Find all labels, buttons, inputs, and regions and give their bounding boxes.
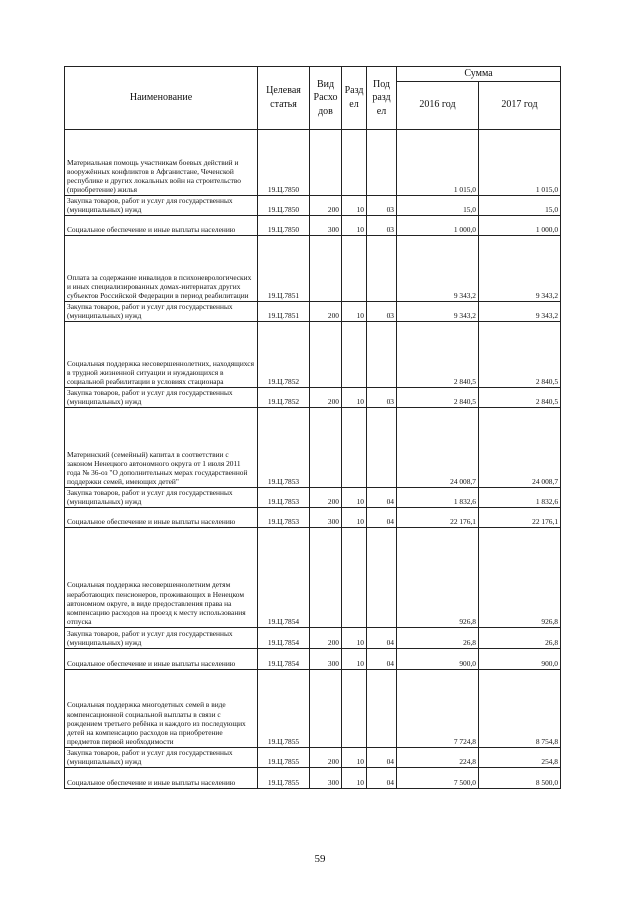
row-subsection: 03 [367, 195, 397, 215]
row-section: 10 [342, 627, 367, 648]
row-amount-2016: 1 000,0 [397, 215, 479, 235]
table-row [65, 301, 561, 321]
table-row [65, 129, 561, 195]
row-name: Социальная поддержка несовершеннолетних, находящихся в трудной жизненной ситуации и нуждающихся в социальной реабилитации в условиях стационара [65, 321, 258, 387]
row-target-article: 19.Ц.7855 [258, 669, 310, 747]
row-name: Социальная поддержка несовершеннолетним детям неработающих пенсионеров, проживающих в Ненецком автономном округе, в виде предоставления права на компенсацию расходов на проезд к месту использования отпуска [65, 527, 258, 627]
row-name: Социальное обеспечение и иные выплаты населению [65, 215, 258, 235]
row-amount-2017: 2 840,5 [479, 321, 561, 387]
row-expense-type: 200 [310, 487, 342, 507]
row-subsection [367, 669, 397, 747]
row-expense-type [310, 407, 342, 487]
row-amount-2017: 9 343,2 [479, 301, 561, 321]
table-row [65, 195, 561, 215]
row-target-article: 19.Ц.7855 [258, 767, 310, 788]
row-name: Закупка товаров, работ и услуг для государственных (муниципальных) нужд [65, 487, 258, 507]
row-section [342, 129, 367, 195]
table-row [65, 507, 561, 527]
row-expense-type: 300 [310, 767, 342, 788]
row-amount-2017: 24 008,7 [479, 407, 561, 487]
row-subsection: 04 [367, 747, 397, 767]
row-amount-2017: 254,8 [479, 747, 561, 767]
row-subsection: 04 [367, 487, 397, 507]
row-section: 10 [342, 767, 367, 788]
row-amount-2016: 926,8 [397, 527, 479, 627]
header-name: Наименование [65, 67, 258, 130]
row-subsection: 04 [367, 648, 397, 669]
header-subsection: Под разд ел [367, 67, 397, 130]
row-expense-type: 200 [310, 627, 342, 648]
table-row [65, 407, 561, 487]
row-target-article: 19.Ц.7851 [258, 235, 310, 301]
row-name: Закупка товаров, работ и услуг для государственных (муниципальных) нужд [65, 627, 258, 648]
table-body [65, 129, 561, 788]
row-expense-type [310, 669, 342, 747]
row-amount-2017: 1 832,6 [479, 487, 561, 507]
row-section: 10 [342, 747, 367, 767]
row-name: Социальное обеспечение и иные выплаты населению [65, 767, 258, 788]
row-amount-2016: 1 015,0 [397, 129, 479, 195]
row-expense-type [310, 321, 342, 387]
row-name: Социальное обеспечение и иные выплаты населению [65, 507, 258, 527]
row-amount-2017: 1 015,0 [479, 129, 561, 195]
row-subsection [367, 235, 397, 301]
row-amount-2017: 8 754,8 [479, 669, 561, 747]
row-section: 10 [342, 648, 367, 669]
row-name: Материальная помощь участникам боевых действий и вооружённых конфликтов в Афганистане, Чеченской республике и других локальных войн на строительство (приобретение) жилья [65, 129, 258, 195]
row-amount-2017: 1 000,0 [479, 215, 561, 235]
row-subsection: 03 [367, 301, 397, 321]
header-section: Разд ел [342, 67, 367, 130]
row-target-article: 19.Ц.7854 [258, 527, 310, 627]
row-expense-type [310, 235, 342, 301]
row-expense-type: 300 [310, 507, 342, 527]
row-amount-2016: 224,8 [397, 747, 479, 767]
table-row [65, 387, 561, 407]
row-expense-type: 300 [310, 648, 342, 669]
table-row [65, 747, 561, 767]
row-amount-2016: 22 176,1 [397, 507, 479, 527]
row-amount-2016: 24 008,7 [397, 407, 479, 487]
row-name: Социальное обеспечение и иные выплаты населению [65, 648, 258, 669]
row-amount-2016: 2 840,5 [397, 321, 479, 387]
row-amount-2016: 9 343,2 [397, 235, 479, 301]
row-name: Закупка товаров, работ и услуг для государственных (муниципальных) нужд [65, 747, 258, 767]
header-2017: 2017 год [479, 81, 561, 129]
row-amount-2016: 26,8 [397, 627, 479, 648]
row-section: 10 [342, 507, 367, 527]
row-target-article: 19.Ц.7850 [258, 195, 310, 215]
row-amount-2017: 900,0 [479, 648, 561, 669]
row-amount-2017: 8 500,0 [479, 767, 561, 788]
row-amount-2016: 1 832,6 [397, 487, 479, 507]
row-amount-2016: 7 724,8 [397, 669, 479, 747]
row-amount-2017: 926,8 [479, 527, 561, 627]
row-amount-2017: 26,8 [479, 627, 561, 648]
row-section [342, 527, 367, 627]
row-section [342, 235, 367, 301]
row-target-article: 19.Ц.7854 [258, 627, 310, 648]
table-row [65, 487, 561, 507]
row-target-article: 19.Ц.7853 [258, 407, 310, 487]
row-amount-2016: 15,0 [397, 195, 479, 215]
row-amount-2016: 9 343,2 [397, 301, 479, 321]
row-subsection: 04 [367, 507, 397, 527]
row-amount-2016: 2 840,5 [397, 387, 479, 407]
header-2016: 2016 год [397, 81, 479, 129]
row-section: 10 [342, 301, 367, 321]
table-row [65, 669, 561, 747]
row-amount-2017: 15,0 [479, 195, 561, 215]
row-name: Социальная поддержка многодетных семей в виде компенсационной социальной выплаты в связи с рождением третьего ребёнка и каждого из последующих детей на компенсацию расходов на приобретение предметов первой необходимости [65, 669, 258, 747]
row-amount-2017: 9 343,2 [479, 235, 561, 301]
header-target-article: Целевая статья [258, 67, 310, 130]
table-row [65, 527, 561, 627]
row-name: Оплата за содержание инвалидов в психоневрологических и иных специализированных домах-интернатах других субъектов Российской Федерации в период реабилитации [65, 235, 258, 301]
row-expense-type: 300 [310, 215, 342, 235]
row-section: 10 [342, 387, 367, 407]
row-amount-2016: 900,0 [397, 648, 479, 669]
row-section [342, 669, 367, 747]
row-subsection: 03 [367, 215, 397, 235]
table-row [65, 648, 561, 669]
row-section: 10 [342, 195, 367, 215]
row-target-article: 19.Ц.7853 [258, 487, 310, 507]
row-amount-2017: 2 840,5 [479, 387, 561, 407]
row-section [342, 321, 367, 387]
row-name: Материнский (семейный) капитал в соответствии с законом Ненецкого автономного округа от 1 июля 2011 года № 36-оз "О дополнительных мерах государственной поддержки семей, имеющих детей" [65, 407, 258, 487]
row-expense-type: 200 [310, 387, 342, 407]
row-target-article: 19.Ц.7852 [258, 321, 310, 387]
table-row [65, 627, 561, 648]
row-name: Закупка товаров, работ и услуг для государственных (муниципальных) нужд [65, 301, 258, 321]
header-sum: Сумма [397, 67, 561, 82]
table-row [65, 215, 561, 235]
row-target-article: 19.Ц.7853 [258, 507, 310, 527]
row-target-article: 19.Ц.7850 [258, 215, 310, 235]
row-target-article: 19.Ц.7850 [258, 129, 310, 195]
header-expense-type: Вид Расхо дов [310, 67, 342, 130]
row-expense-type [310, 527, 342, 627]
budget-table [64, 66, 561, 789]
row-expense-type: 200 [310, 195, 342, 215]
row-subsection [367, 407, 397, 487]
row-subsection: 03 [367, 387, 397, 407]
row-section: 10 [342, 487, 367, 507]
row-name: Закупка товаров, работ и услуг для государственных (муниципальных) нужд [65, 195, 258, 215]
row-amount-2017: 22 176,1 [479, 507, 561, 527]
page-number: 59 [314, 853, 326, 865]
row-subsection: 04 [367, 767, 397, 788]
row-target-article: 19.Ц.7855 [258, 747, 310, 767]
row-subsection [367, 527, 397, 627]
row-expense-type [310, 129, 342, 195]
row-target-article: 19.Ц.7851 [258, 301, 310, 321]
row-subsection: 04 [367, 627, 397, 648]
row-subsection [367, 129, 397, 195]
table-row [65, 321, 561, 387]
row-subsection [367, 321, 397, 387]
row-amount-2016: 7 500,0 [397, 767, 479, 788]
row-target-article: 19.Ц.7854 [258, 648, 310, 669]
row-target-article: 19.Ц.7852 [258, 387, 310, 407]
table-row [65, 767, 561, 788]
row-name: Закупка товаров, работ и услуг для государственных (муниципальных) нужд [65, 387, 258, 407]
row-expense-type: 200 [310, 747, 342, 767]
row-expense-type: 200 [310, 301, 342, 321]
row-section: 10 [342, 215, 367, 235]
row-section [342, 407, 367, 487]
table-row [65, 235, 561, 301]
